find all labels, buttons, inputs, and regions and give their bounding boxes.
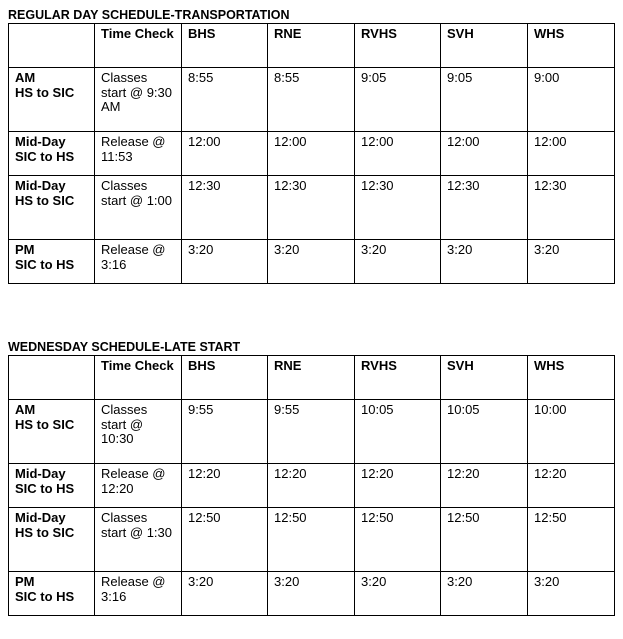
time-cell-rvhs: 3:20 xyxy=(355,572,441,616)
time-cell-rvhs: 12:20 xyxy=(355,464,441,508)
table-row xyxy=(9,572,615,616)
time-cell-svh: 3:20 xyxy=(441,240,528,284)
header-cell-whs: WHS xyxy=(528,356,615,400)
header-cell-rne: RNE xyxy=(268,356,355,400)
time-cell-rne: 12:50 xyxy=(268,508,355,572)
table-row xyxy=(9,508,615,572)
row-label: Mid-Day HS to SIC xyxy=(9,508,95,572)
header-cell-rvhs: RVHS xyxy=(355,356,441,400)
time-cell-whs: 9:00 xyxy=(528,68,615,132)
section-title: REGULAR DAY SCHEDULE-TRANSPORTATION xyxy=(8,8,290,22)
time-cell-svh: 10:05 xyxy=(441,400,528,464)
time-cell-bhs: 12:20 xyxy=(182,464,268,508)
header-cell-empty xyxy=(9,356,95,400)
row-label: Mid-Day SIC to HS xyxy=(9,464,95,508)
table-row xyxy=(9,400,615,464)
table-row xyxy=(9,464,615,508)
header-cell-time-check: Time Check xyxy=(95,24,182,68)
header-cell-empty xyxy=(9,24,95,68)
table-header-row xyxy=(9,24,615,68)
time-cell-bhs: 12:30 xyxy=(182,176,268,240)
time-cell-bhs: 3:20 xyxy=(182,240,268,284)
time-check-cell: Classes start @ 9:30 AM xyxy=(95,68,182,132)
header-cell-rne: RNE xyxy=(268,24,355,68)
time-cell-whs: 10:00 xyxy=(528,400,615,464)
time-check-cell: Classes start @ 1:30 xyxy=(95,508,182,572)
time-cell-svh: 12:00 xyxy=(441,132,528,176)
table-row xyxy=(9,240,615,284)
header-cell-bhs: BHS xyxy=(182,356,268,400)
row-label: AM HS to SIC xyxy=(9,68,95,132)
row-label: Mid-Day SIC to HS xyxy=(9,132,95,176)
time-check-cell: Release @ 11:53 xyxy=(95,132,182,176)
table-row xyxy=(9,176,615,240)
time-cell-rvhs: 9:05 xyxy=(355,68,441,132)
time-cell-bhs: 8:55 xyxy=(182,68,268,132)
time-check-cell: Classes start @ 1:00 xyxy=(95,176,182,240)
time-cell-bhs: 3:20 xyxy=(182,572,268,616)
wednesday-schedule-table xyxy=(8,355,615,616)
header-cell-svh: SVH xyxy=(441,24,528,68)
time-check-cell: Release @ 3:16 xyxy=(95,572,182,616)
time-cell-svh: 12:20 xyxy=(441,464,528,508)
time-cell-svh: 12:50 xyxy=(441,508,528,572)
time-cell-rvhs: 12:30 xyxy=(355,176,441,240)
table-row xyxy=(9,132,615,176)
section-title: WEDNESDAY SCHEDULE-LATE START xyxy=(8,340,241,354)
time-cell-rne: 3:20 xyxy=(268,572,355,616)
time-check-cell: Release @ 12:20 xyxy=(95,464,182,508)
time-cell-whs: 12:30 xyxy=(528,176,615,240)
header-cell-rvhs: RVHS xyxy=(355,24,441,68)
header-cell-time-check: Time Check xyxy=(95,356,182,400)
time-cell-whs: 12:00 xyxy=(528,132,615,176)
time-cell-rne: 12:20 xyxy=(268,464,355,508)
time-cell-bhs: 12:00 xyxy=(182,132,268,176)
header-cell-svh: SVH xyxy=(441,356,528,400)
time-cell-whs: 3:20 xyxy=(528,240,615,284)
time-cell-rvhs: 10:05 xyxy=(355,400,441,464)
row-label: PM SIC to HS xyxy=(9,240,95,284)
row-label: PM SIC to HS xyxy=(9,572,95,616)
header-cell-bhs: BHS xyxy=(182,24,268,68)
time-cell-rvhs: 12:50 xyxy=(355,508,441,572)
time-cell-rvhs: 12:00 xyxy=(355,132,441,176)
table-header-row xyxy=(9,356,615,400)
regular-day-schedule-section xyxy=(8,8,615,284)
time-check-cell: Classes start @ 10:30 xyxy=(95,400,182,464)
header-cell-whs: WHS xyxy=(528,24,615,68)
time-cell-rne: 9:55 xyxy=(268,400,355,464)
time-cell-rvhs: 3:20 xyxy=(355,240,441,284)
time-cell-rne: 3:20 xyxy=(268,240,355,284)
table-row xyxy=(9,68,615,132)
time-cell-rne: 12:00 xyxy=(268,132,355,176)
row-label: Mid-Day HS to SIC xyxy=(9,176,95,240)
time-cell-bhs: 12:50 xyxy=(182,508,268,572)
time-cell-rne: 12:30 xyxy=(268,176,355,240)
regular-day-schedule-table xyxy=(8,23,615,284)
row-label: AM HS to SIC xyxy=(9,400,95,464)
time-cell-whs: 12:50 xyxy=(528,508,615,572)
time-check-cell: Release @ 3:16 xyxy=(95,240,182,284)
time-cell-whs: 3:20 xyxy=(528,572,615,616)
time-cell-svh: 3:20 xyxy=(441,572,528,616)
time-cell-bhs: 9:55 xyxy=(182,400,268,464)
time-cell-rne: 8:55 xyxy=(268,68,355,132)
time-cell-svh: 9:05 xyxy=(441,68,528,132)
time-cell-svh: 12:30 xyxy=(441,176,528,240)
time-cell-whs: 12:20 xyxy=(528,464,615,508)
wednesday-schedule-section xyxy=(8,340,615,616)
